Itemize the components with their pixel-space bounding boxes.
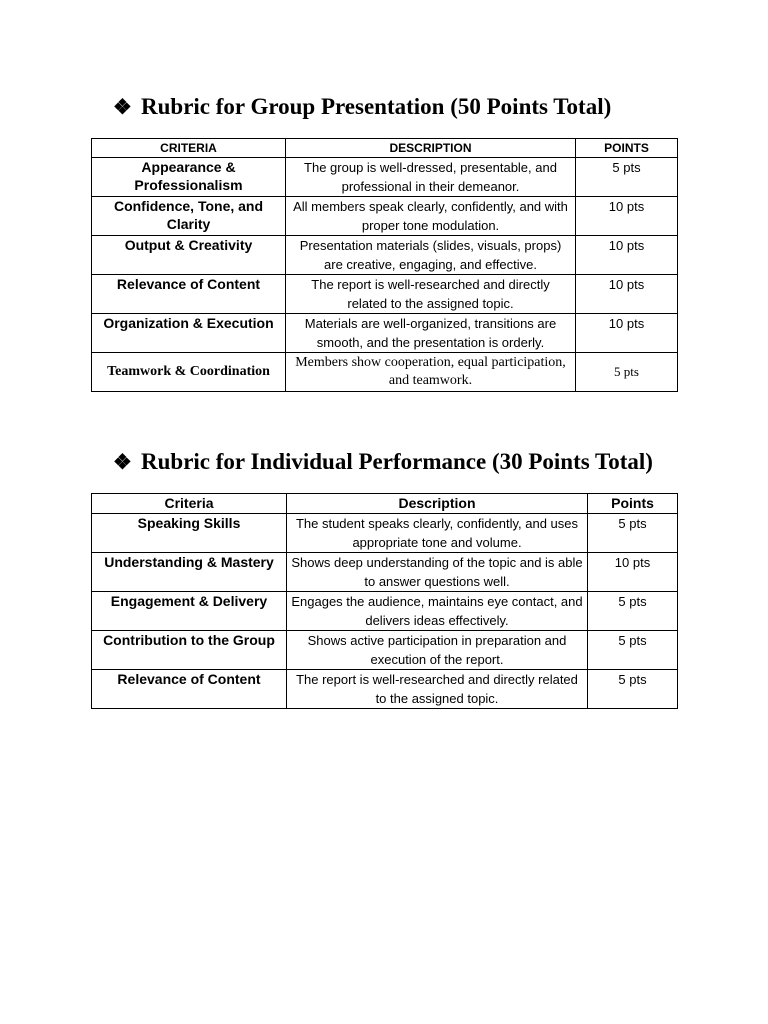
criteria-cell: Relevance of Content [92, 275, 286, 314]
individual-rubric-table [91, 493, 678, 709]
points-cell: 10 pts [576, 314, 678, 353]
table-row [92, 631, 678, 670]
criteria-cell: Engagement & Delivery [92, 592, 287, 631]
criteria-cell: Teamwork & Coordination [92, 353, 286, 392]
points-cell: 5 pts [576, 158, 678, 197]
description-cell: Shows active participation in preparation and execution of the report. [287, 631, 588, 670]
criteria-cell: Relevance of Content [92, 670, 287, 709]
table-row [92, 314, 678, 353]
group-rubric-title: Rubric for Group Presentation (50 Points Total) [141, 94, 612, 119]
group-rubric-table [91, 138, 678, 392]
criteria-cell: Organization & Execution [92, 314, 286, 353]
criteria-cell: Confidence, Tone, and Clarity [92, 197, 286, 236]
description-cell: The report is well-researched and directly related to the assigned topic. [286, 275, 576, 314]
table-row [92, 514, 678, 553]
criteria-cell: Appearance & Professionalism [92, 158, 286, 197]
points-header: Points [588, 494, 678, 514]
table-row [92, 670, 678, 709]
description-cell: Shows deep understanding of the topic and is able to answer questions well. [287, 553, 588, 592]
description-cell: Materials are well-organized, transitions are smooth, and the presentation is orderly. [286, 314, 576, 353]
description-cell: Engages the audience, maintains eye contact, and delivers ideas effectively. [287, 592, 588, 631]
table-row [92, 275, 678, 314]
points-cell: 10 pts [588, 553, 678, 592]
description-cell: Members show cooperation, equal participation, and teamwork. [286, 353, 576, 392]
table-row [92, 197, 678, 236]
points-cell: 10 pts [576, 197, 678, 236]
criteria-cell: Understanding & Mastery [92, 553, 287, 592]
description-cell: The group is well-dressed, presentable, and professional in their demeanor. [286, 158, 576, 197]
criteria-cell: Speaking Skills [92, 514, 287, 553]
points-header: POINTS [576, 139, 678, 158]
points-cell: 10 pts [576, 275, 678, 314]
table-row [92, 353, 678, 392]
description-cell: The student speaks clearly, confidently, and uses appropriate tone and volume. [287, 514, 588, 553]
points-cell: 5 pts [588, 592, 678, 631]
criteria-cell: Output & Creativity [92, 236, 286, 275]
description-cell: All members speak clearly, confidently, and with proper tone modulation. [286, 197, 576, 236]
table-header-row [92, 139, 678, 158]
individual-rubric-title: Rubric for Individual Performance (30 Points Total) [141, 449, 653, 474]
points-cell: 5 pts [588, 514, 678, 553]
table-row [92, 553, 678, 592]
points-cell: 5 pts [576, 353, 678, 392]
criteria-header: Criteria [92, 494, 287, 514]
criteria-cell: Contribution to the Group [92, 631, 287, 670]
table-row [92, 158, 678, 197]
table-row [92, 236, 678, 275]
points-cell: 5 pts [588, 670, 678, 709]
description-header: Description [287, 494, 588, 514]
individual-rubric-heading [113, 448, 653, 476]
table-header-row [92, 494, 678, 514]
diamond-bullet-icon: ❖ [113, 95, 132, 119]
description-cell: Presentation materials (slides, visuals, props) are creative, engaging, and effective. [286, 236, 576, 275]
description-cell: The report is well-researched and directly related to the assigned topic. [287, 670, 588, 709]
description-header: DESCRIPTION [286, 139, 576, 158]
table-row [92, 592, 678, 631]
diamond-bullet-icon: ❖ [113, 450, 132, 474]
group-rubric-heading [113, 93, 611, 121]
points-cell: 5 pts [588, 631, 678, 670]
points-cell: 10 pts [576, 236, 678, 275]
criteria-header: CRITERIA [92, 139, 286, 158]
